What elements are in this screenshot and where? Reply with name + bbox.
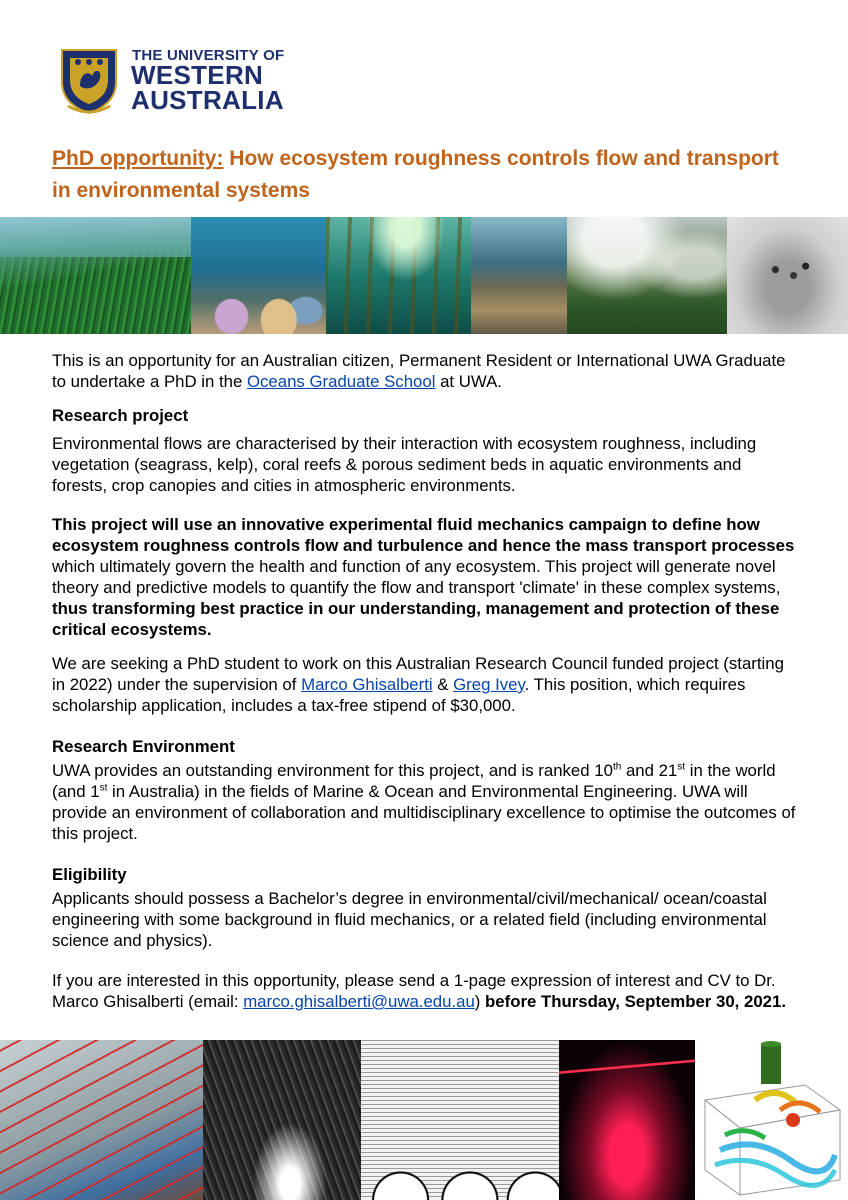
oceans-graduate-school-link[interactable]: Oceans Graduate School [246,372,436,391]
coral-reef-photo [191,217,326,334]
logo-text-line1: THE UNIVERSITY OF [132,47,285,64]
forest-canopy-photo [567,217,727,334]
eligibility-heading: Eligibility [52,865,127,884]
kelp-forest-photo [326,217,471,334]
research-project-heading: Research project [52,406,189,425]
university-logo [58,44,298,116]
3d-flow-simulation [695,1040,848,1200]
title-prefix: PhD opportunity: [52,147,224,170]
riverbed-photo [471,217,567,334]
laser-sheet-photo [559,1040,695,1200]
title-text: How ecosystem roughness controls flow and transport in environmental systems [52,147,779,202]
research-project-paragraph-1: Environmental flows are characterised by their interaction with ecosystem roughness, including vegetation (seagrass, kelp), coral reefs & porous sediment beds in aquatic environments and forests, crop canopies and cities in atmospheric environments. [52,434,757,495]
simulation-cube-icon [695,1040,848,1200]
page-title [52,143,792,207]
email-link[interactable]: marco.ghisalberti@uwa.edu.au [243,992,475,1011]
logo-text-line3: AUSTRALIA [131,85,284,115]
flow-visualization-canopy [0,1040,203,1200]
research-project-paragraph-2: This project will use an innovative experimental fluid mechanics campaign to define how ecosystem roughness controls flow and turbulence and hence the mass transport processes which ultimately govern the health and function of any ecosystem. This project will generate novel theory and predictive models to quantify the flow and transport 'climate' in these complex systems, thus transforming best practice in our understanding, management and protection of these critical ecosystems. [52,515,795,639]
research-environment-paragraph: UWA provides an outstanding environment for this project, and is ranked 10th and 21st in the world (and 1st in Australia) in the fields of Marine & Ocean and Environmental Engineering. UWA will provide an environment of collaboration and multidisciplinary excellence to optimise the outcomes of this project. [52,761,796,843]
turbulence-streaks-photo [203,1040,361,1200]
bottom-photo-strip [0,1040,848,1200]
research-environment-heading: Research Environment [52,737,235,756]
seagrass-photo [0,217,191,334]
eligibility-paragraph-1: Applicants should possess a Bachelor’s degree in environmental/civil/mechanical/ ocean/coastal engineering with some background in fluid mechanics, or a related field (including environmental science and physics). [52,889,767,950]
logo-text-line2: WESTERN [131,60,264,90]
top-photo-strip [0,217,848,334]
city-in-fog-photo [727,217,848,334]
eligibility-paragraph-2: If you are interested in this opportunity, please send a 1-page expression of interest and CV to Dr. Marco Ghisalberti (email: marco.ghisalberti@uwa.edu.au) before Thursday, September 30, 2021. [52,971,786,1011]
piv-vector-field [361,1040,559,1200]
marco-ghisalberti-link[interactable]: Marco Ghisalberti [301,675,433,694]
greg-ivey-link[interactable]: Greg Ivey [453,675,525,694]
crest-icon [58,46,120,114]
research-project-paragraph-3: We are seeking a PhD student to work on this Australian Research Council funded project (starting in 2022) under the supervision of Marco Ghisalberti & Greg Ivey. This position, which requires scholarship application, includes a tax-free stipend of $30,000. [52,654,784,715]
intro-paragraph: This is an opportunity for an Australian citizen, Permanent Resident or International UWA Graduate to undertake a PhD in the Oceans Graduate School at UWA. [52,351,786,391]
